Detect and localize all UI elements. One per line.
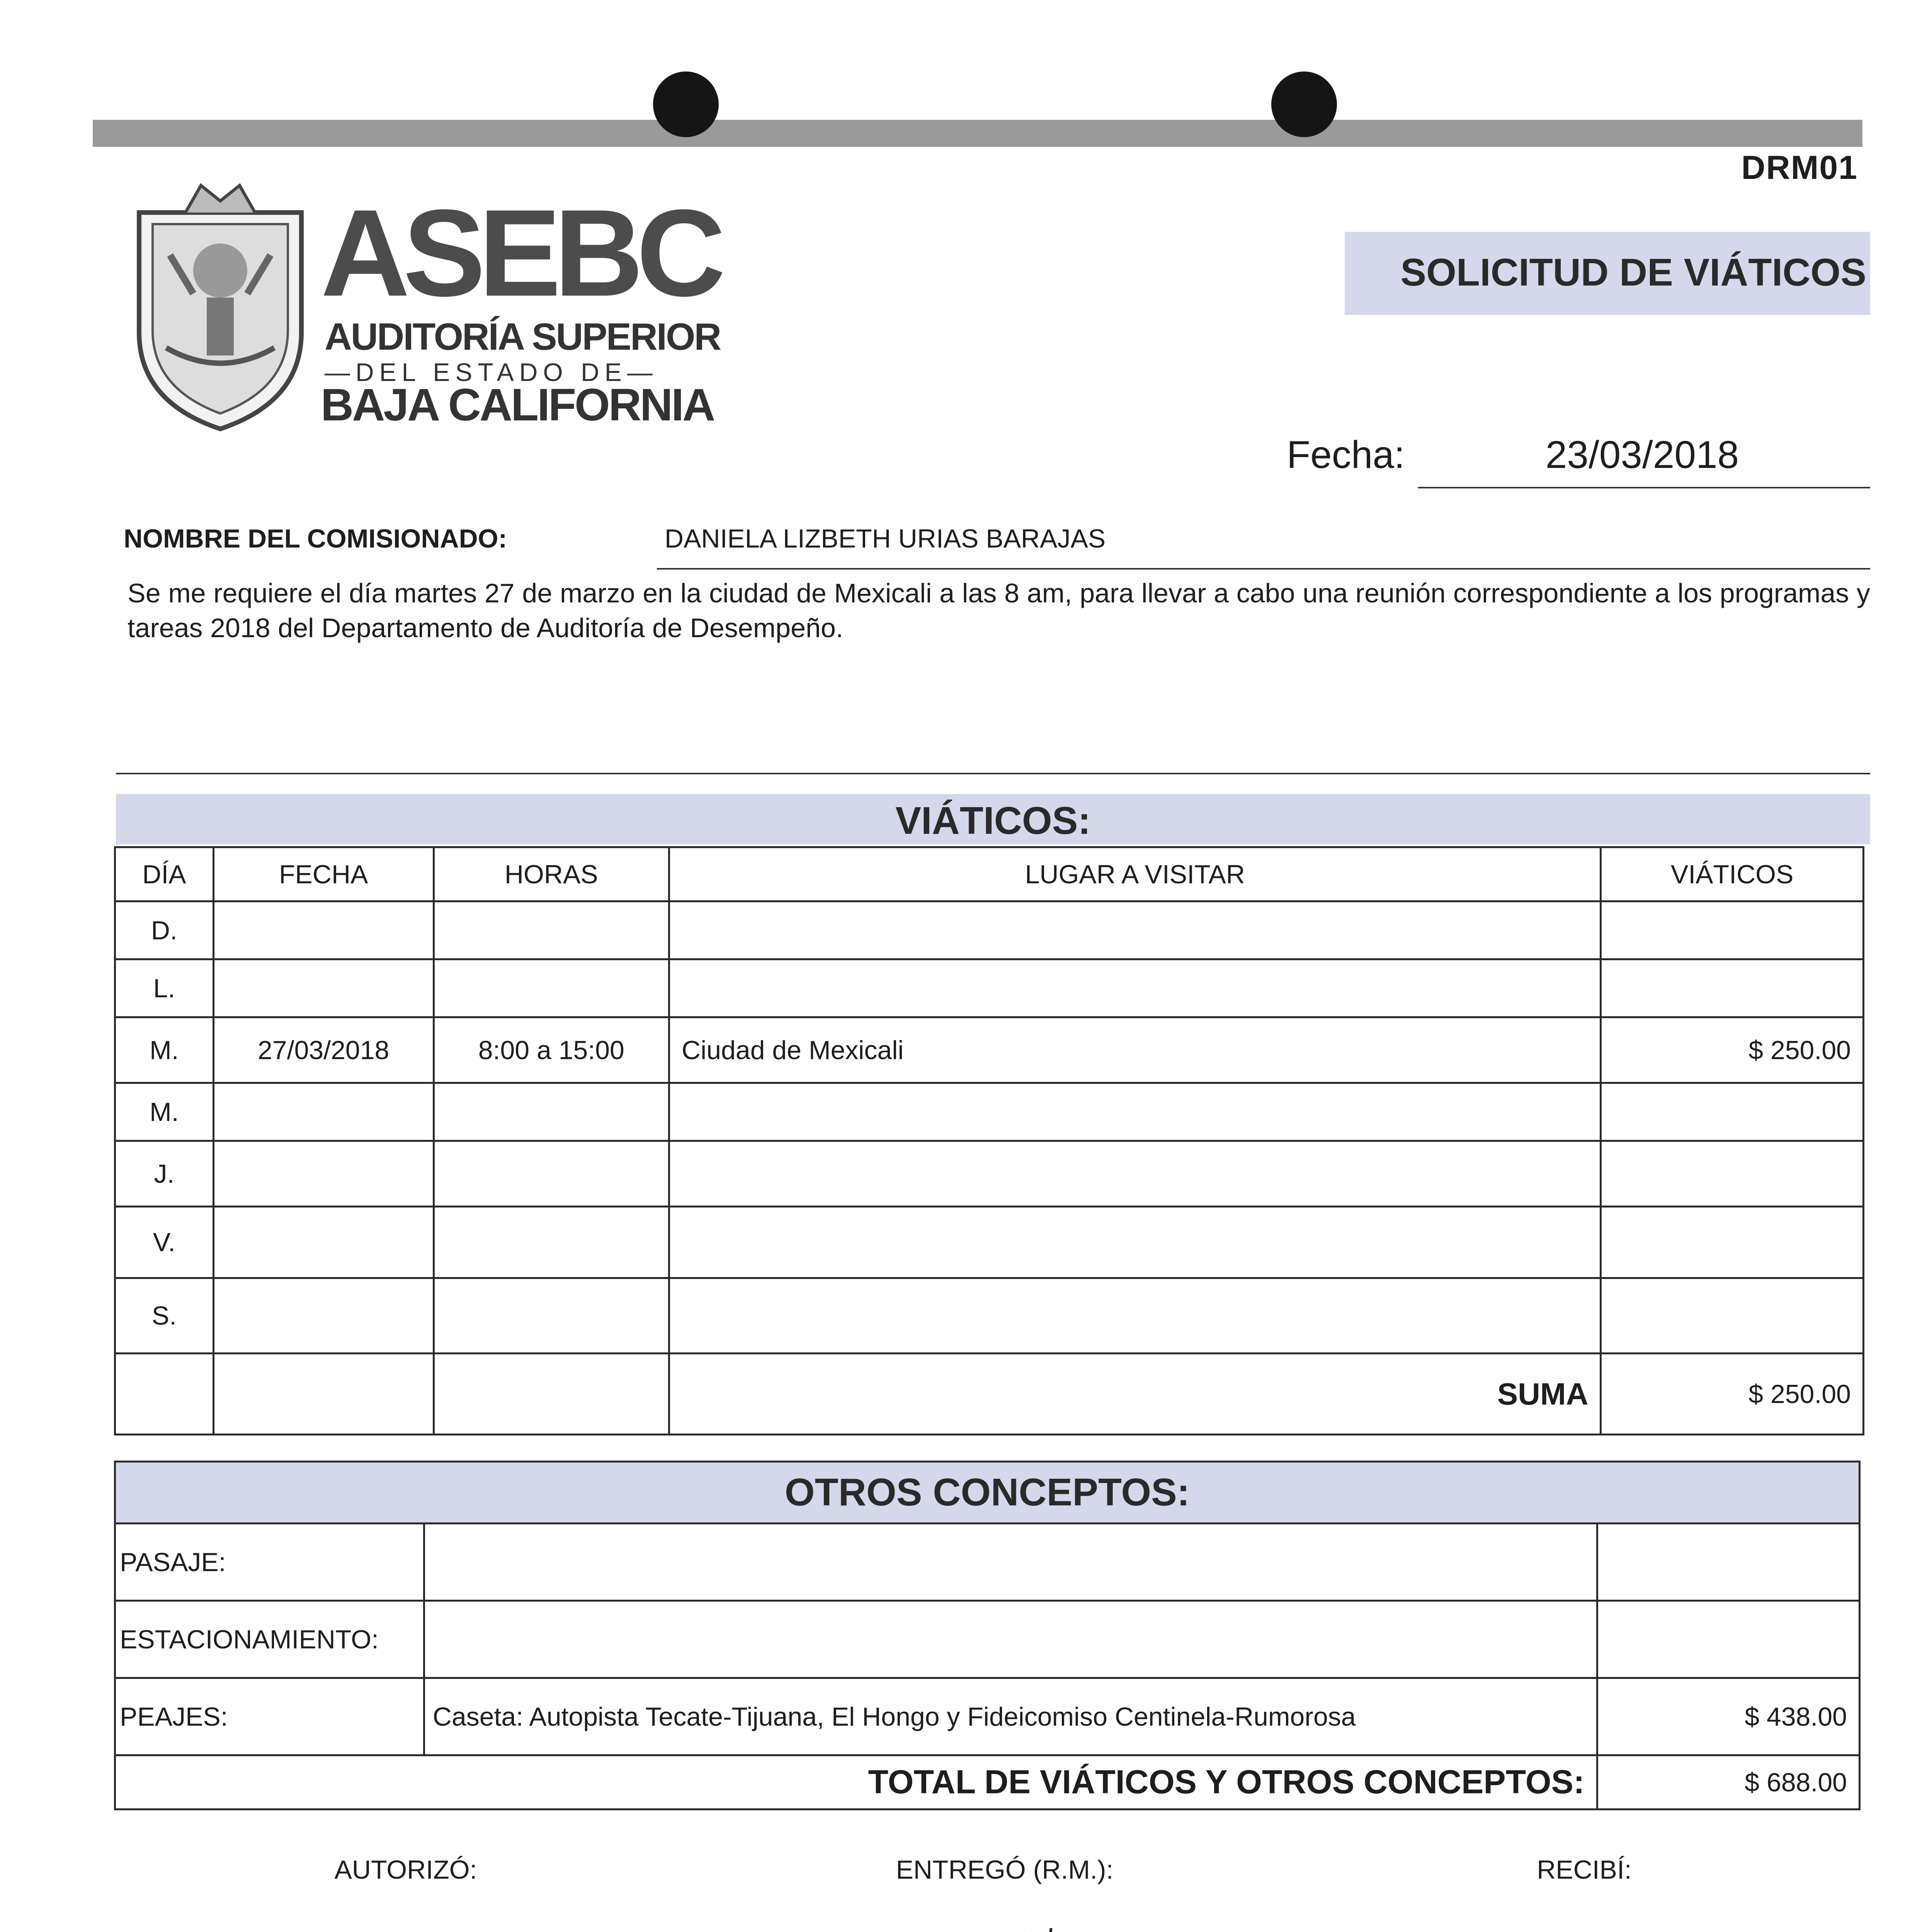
horas-cell <box>434 1207 669 1278</box>
otros-band <box>115 1462 1860 1524</box>
comisionado-underline <box>657 568 1870 570</box>
total-value: $ 688.00 <box>1597 1755 1859 1810</box>
table-row <box>115 901 1864 959</box>
fecha-cell <box>213 959 434 1017</box>
horas-cell <box>434 1141 669 1207</box>
punch-hole <box>1271 71 1337 137</box>
fecha-cell <box>213 1207 434 1278</box>
fecha-cell <box>213 901 434 959</box>
logo-line-1: AUDITORÍA SUPERIOR <box>325 315 721 358</box>
concepto-label: ESTACIONAMIENTO: <box>115 1601 424 1678</box>
fecha-cell <box>213 1141 434 1207</box>
header-fecha: FECHA <box>213 847 434 901</box>
fecha-value: 23/03/2018 <box>1545 433 1739 476</box>
viaticos-title: VIÁTICOS: <box>895 799 1091 842</box>
comisionado-label: NOMBRE DEL COMISIONADO: <box>124 524 507 553</box>
concepto-desc: Caseta: Autopista Tecate-Tijuana, El Hongo y Fideicomiso Centinela-Rumorosa <box>424 1678 1597 1755</box>
concepto-value: $ 438.00 <box>1597 1678 1859 1755</box>
state-seal-icon <box>124 170 317 433</box>
fecha-label: Fecha: <box>1287 433 1405 476</box>
table-row <box>115 1141 1864 1207</box>
lugar-cell <box>669 901 1601 959</box>
concepto-label: PEAJES: <box>115 1678 424 1755</box>
horas-cell <box>434 1278 669 1354</box>
header-dia: DÍA <box>115 847 214 901</box>
separator-line <box>116 773 1870 774</box>
horas-cell: 8:00 a 15:00 <box>434 1017 669 1083</box>
horas-cell <box>434 1083 669 1141</box>
form-code: DRM01 <box>1741 149 1858 186</box>
table-row <box>115 1017 1864 1083</box>
viaticos-cell <box>1601 1141 1864 1207</box>
viaticos-cell <box>1601 1083 1864 1141</box>
total-label: TOTAL DE VIÁTICOS Y OTROS CONCEPTOS: <box>115 1755 1597 1810</box>
table-row <box>115 1678 1860 1755</box>
fecha-cell: 27/03/2018 <box>213 1017 434 1083</box>
dia-cell: M. <box>115 1017 214 1083</box>
dia-cell: J. <box>115 1141 214 1207</box>
viaticos-cell <box>1601 1207 1864 1278</box>
form-title: SOLICITUD DE VIÁTICOS <box>1400 251 1866 294</box>
top-bar <box>93 120 1862 147</box>
concepto-desc <box>424 1601 1597 1678</box>
autorizo-heading: AUTORIZÓ: <box>334 1855 477 1884</box>
form-title-box <box>1345 232 1870 315</box>
otros-title: OTROS CONCEPTOS: <box>115 1462 1860 1524</box>
table-row <box>115 959 1864 1017</box>
viaticos-cell: $ 250.00 <box>1601 1017 1864 1083</box>
recibi-heading: RECIBÍ: <box>1537 1855 1632 1884</box>
logo-line-2: —DEL ESTADO DE— <box>325 358 658 386</box>
signature-entrego-icon <box>850 1913 1140 1932</box>
concepto-value <box>1597 1601 1859 1678</box>
viaticos-cell <box>1601 959 1864 1017</box>
header-viaticos: VIÁTICOS <box>1601 847 1864 901</box>
viaticos-table <box>114 846 1864 1435</box>
horas-cell <box>434 959 669 1017</box>
dia-cell: V. <box>115 1207 214 1278</box>
fecha-cell <box>213 1278 434 1354</box>
lugar-cell <box>669 959 1601 1017</box>
table-row <box>115 1207 1864 1278</box>
concepto-desc <box>424 1524 1597 1601</box>
otros-table <box>114 1461 1861 1810</box>
suma-value: $ 250.00 <box>1601 1354 1864 1435</box>
fecha-cell <box>213 1083 434 1141</box>
suma-row <box>115 1354 1864 1435</box>
punch-hole <box>653 71 719 137</box>
table-row <box>115 1524 1860 1601</box>
horas-cell <box>434 901 669 959</box>
header-lugar: LUGAR A VISITAR <box>669 847 1601 901</box>
fecha-underline <box>1418 487 1870 488</box>
logo-wordmark: ASEBC <box>321 184 719 322</box>
dia-cell: M. <box>115 1083 214 1141</box>
lugar-cell <box>669 1083 1601 1141</box>
lugar-cell <box>669 1141 1601 1207</box>
dia-cell: D. <box>115 901 214 959</box>
logo-line-3: BAJA CALIFORNIA <box>321 379 714 430</box>
viaticos-band <box>116 794 1870 844</box>
request-description: Se me requiere el día martes 27 de marzo en la ciudad de Mexicali a las 8 am, para llevar a cabo una reunión correspondiente a los programas y tareas 2018 del Departamento de Auditoría de Desempeño. <box>128 578 1870 643</box>
table-row <box>115 1278 1864 1354</box>
lugar-cell <box>669 1278 1601 1354</box>
viaticos-cell <box>1601 1278 1864 1354</box>
concepto-value <box>1597 1524 1859 1601</box>
total-row <box>115 1755 1860 1810</box>
lugar-cell <box>669 1207 1601 1278</box>
dia-cell: S. <box>115 1278 214 1354</box>
table-row <box>115 1083 1864 1141</box>
lugar-cell: Ciudad de Mexicali <box>669 1017 1601 1083</box>
viaticos-cell <box>1601 901 1864 959</box>
suma-label: SUMA <box>669 1354 1601 1435</box>
concepto-label: PASAJE: <box>115 1524 424 1601</box>
viaticos-header-row <box>115 847 1864 901</box>
table-row <box>115 1601 1860 1678</box>
entrego-heading: ENTREGÓ (R.M.): <box>896 1855 1114 1884</box>
signature-recibi-icon <box>1352 1913 1835 1932</box>
dia-cell: L. <box>115 959 214 1017</box>
comisionado-name: DANIELA LIZBETH URIAS BARAJAS <box>665 524 1106 553</box>
header-horas: HORAS <box>434 847 669 901</box>
